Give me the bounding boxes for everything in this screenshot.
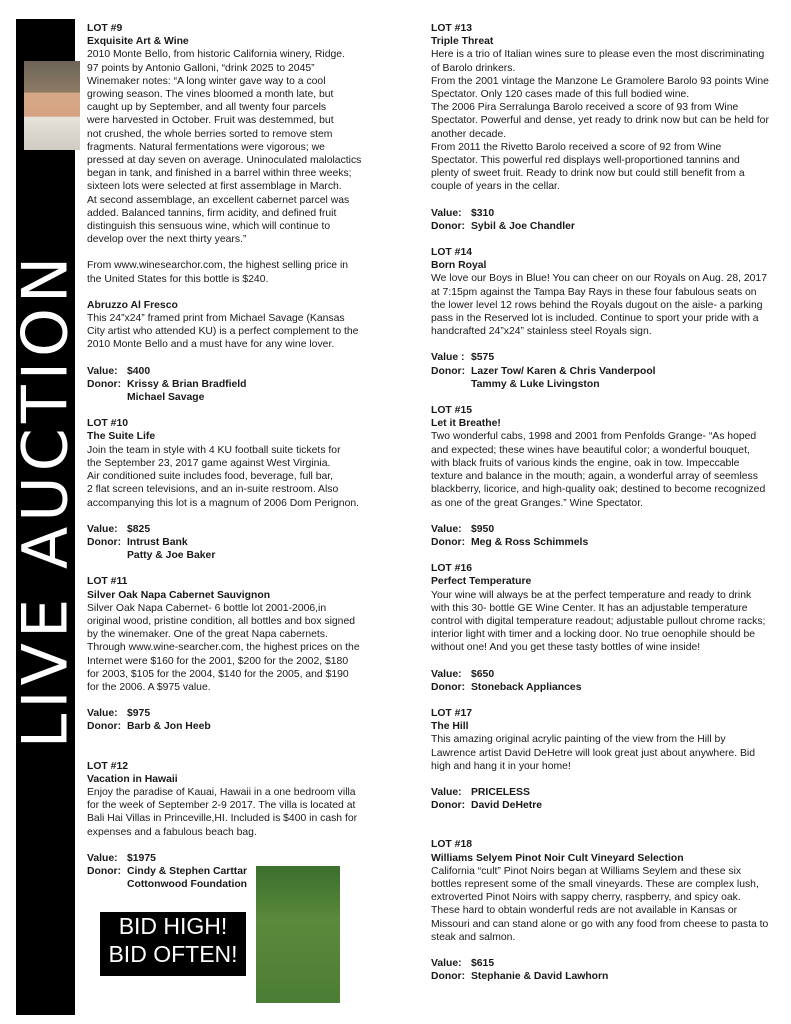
lot-value: Value: $975 (87, 708, 151, 720)
lot-title: Exquisite Art & Wine (87, 36, 189, 48)
lot-description: California “cult” Pinot Noirs began at Williams Seylem and these six bottles represent some of the small vineyards. These are complex lush, extroverted Pinot Noirs with sappy cherry, raspberry, and spicy oak. These hard to obtain wonderful reds are not available in Kansas or Missouri and can stand alone or go with any food from cheese to pasta to steak and salmon. (431, 865, 769, 943)
lot-9 (87, 22, 377, 404)
lot-number: LOT #18 (431, 839, 472, 851)
lot-title: The Hill (431, 721, 469, 733)
lot-donor: Donor: David DeHetre (431, 800, 543, 812)
lot-value: Value: $650 (431, 668, 495, 680)
lot-13 (431, 22, 776, 233)
lot-description: Your wine will always be at the perfect temperature and ready to drink with this 30- bottle GE Wine Center. It has an adjustable temperature control with digital temperature readout; adjustable pullout chrome racks; interior light with timer and a locking door. No true oenophile should be without one! And you get these tasty bottles of wine inside! (431, 589, 766, 654)
lot-17 (431, 707, 776, 812)
lot-description: Two wonderful cabs, 1998 and 2001 from Penfolds Grange- “As hoped and expected; these wines have beautiful color; a wonderful bouquet, with black fruits of various kinds the engine, oak in tow. Impeccable texture and balance in the mouth; again, a wonderful array of seemless blackberry, licorice, and high-quality oak; destined to become recognized as one of the great Granges.” Wine Spectator. (431, 431, 766, 509)
lot-donor: Donor: Intrust Bank Patty & Joe Baker (87, 536, 216, 562)
lot-number: LOT #9 (87, 23, 123, 34)
lot-number: LOT #15 (431, 405, 472, 417)
left-column (87, 22, 377, 891)
lot-12 (87, 760, 377, 892)
lot-description: Join the team in style with 4 KU football suite tickets for the September 23, 2017 game against West Virginia. Air conditioned suite includes food, beverage, full bar, 2 flat screen televisions, and an in-suite restroom. Also accompanying this lot is a magnum of 2006 Dom Perignon. (87, 444, 360, 509)
lot-title: Let it Breathe! (431, 418, 501, 430)
lot-donor: Donor: Cindy & Stephen Carttar Cottonwood Foundation (87, 865, 248, 891)
lot-title: Vacation in Hawaii (87, 773, 178, 785)
lot-value: Value: $400 (87, 365, 151, 377)
lot-number: LOT #10 (87, 418, 128, 430)
lot-sub-description: This 24”x24” framed print from Michael Savage (Kansas City artist who attended KU) is a perfect complement to the 2010 Monte Bello and a must have for any wine lover. (87, 313, 359, 351)
lot-18 (431, 838, 776, 983)
lot-value: Value : $575 (431, 352, 495, 364)
lot-title: Perfect Temperature (431, 576, 532, 588)
lot-donor: Donor: Krissy & Brian Bradfield Michael Savage (87, 378, 247, 404)
lot-donor: Donor: Sybil & Joe Chandler (431, 220, 575, 232)
lot-number: LOT #16 (431, 563, 472, 575)
right-column (431, 22, 776, 983)
bid-high-banner (100, 912, 246, 976)
lot-description: Silver Oak Napa Cabernet- 6 bottle lot 2001-2006,in original wood, pristine condition, all bottles and box signed by the winemaker. One of the great Napa cabernets. Through www.wine-searcher.com, the highest prices on the Internet were $160 for the 2001, $200 for the 2002, $180 for 2003, $105 for the 2004, $140 for the 2005, and $190 for the 2006. A $975 value. (87, 602, 360, 693)
bid-high-line: BID HIGH! (118, 913, 228, 939)
lot-10 (87, 417, 377, 562)
lot-donor: Donor: Stoneback Appliances (431, 681, 582, 693)
lot-value: Value: $825 (87, 523, 151, 535)
lot-description: We love our Boys in Blue! You can cheer on our Royals on Aug. 28, 2017 at 7:15pm against the Tampa Bay Rays in these four fabulous seats on the lower level 12 rows behind the Royals dugout on the aisle- a parking pass in the Reserved lot is included. Continue to sport your pride with a handcrafted 24”x24” stainless steel Royals sign. (431, 273, 767, 338)
lot-number: LOT #13 (431, 23, 472, 34)
lot-description: Enjoy the paradise of Kauai, Hawaii in a one bedroom villa for the week of September 2-9 2017. The villa is located at Bali Hai Villas in Princeville,HI. Included is $400 in cash for expenses and a fabulous beach bag. (87, 786, 358, 838)
lot-title: Born Royal (431, 260, 487, 272)
lot-value: Value: $1975 (87, 852, 156, 864)
lot-title: Silver Oak Napa Cabernet Sauvignon (87, 589, 271, 601)
lot-number: LOT #17 (431, 707, 472, 719)
lot-donor: Donor: Barb & Jon Heeb (87, 721, 211, 733)
lot-number: LOT #12 (87, 760, 128, 772)
live-auction-title: LIVE AUCTION (8, 251, 82, 749)
donor-photo-thumbs-up (24, 61, 80, 150)
lot-value: Value: $615 (431, 957, 495, 969)
lot-donor: Donor: Stephanie & David Lawhorn (431, 971, 609, 983)
bid-often-line: BID OFTEN! (108, 941, 238, 967)
lot-value: Value: $310 (431, 207, 495, 219)
lot-value: Value: $950 (431, 523, 495, 535)
lot-14 (431, 246, 776, 391)
lot-description: Here is a trio of Italian wines sure to please even the most discriminating of Barolo drinkers. From the 2001 vintage the Manzone Le Gramolere Barolo 93 points Wine Spectator. Only 120 cases made of this full bodied wine. The 2006 Pira Serralunga Barolo received a score of 93 from Wine Spectator. Powerful and dense, yet ready to drink now but can be held for another decade. From 2011 the Rivetto Barolo received a score of 92 from Wine Spectator. This powerful red displays well-proportioned tannins and plenty of sweet fruit. Ready to drink now but could still benefit from a couple of years in the cellar. (431, 49, 769, 193)
lot-16 (431, 562, 776, 694)
lot-title: Williams Selyem Pinot Noir Cult Vineyard Selection (431, 852, 684, 864)
lot-15 (431, 404, 776, 549)
lot-title: The Suite Life (87, 431, 156, 443)
lot-number: LOT #14 (431, 247, 472, 259)
lot-description-price: From www.winesearchor.com, the highest selling price in the United States for this bottle is $240. (87, 260, 349, 285)
lot-donor: Donor: Lazer Tow/ Karen & Chris Vanderpool Tammy & Luke Livingston (431, 365, 656, 390)
lot-description: 2010 Monte Bello, from historic California winery, Ridge. 97 points by Antonio Galloni, “drink 2025 to 2045” Winemaker notes: “A long winter gave way to a cool growing season. The vines bloomed a month late, but caught up by September, and all twenty four parcels were harvested in October. Fruit was destemmed, but not crushed, the whole berries sorted to remove stem fragments. Natural fermentations were vigorous; we pressed at day seven on average. Uninoculated malolactics began in tank, and finished in a barrel within three weeks; sixteen lots were selected at first assemblage in March. At second assemblage, an excellent cabernet parcel was added. Balanced tannins, firm acidity, and defined fruit distinguish this sensuous wine, which will continue to develop over the next thirty years.” (87, 49, 362, 246)
lot-title: Triple Threat (431, 36, 494, 48)
lot-description: This amazing original acrylic painting of the view from the Hill by Lawrence artist David DeHetre will look great just about anywhere. Bid high and hang it in your home! (431, 734, 755, 772)
lot-value: Value: PRICELESS (431, 786, 530, 798)
lot-11 (87, 575, 377, 733)
lot-number: LOT #11 (87, 576, 128, 588)
lot-subtitle: Abruzzo Al Fresco (87, 299, 178, 311)
lot-donor: Donor: Meg & Ross Schimmels (431, 536, 589, 548)
